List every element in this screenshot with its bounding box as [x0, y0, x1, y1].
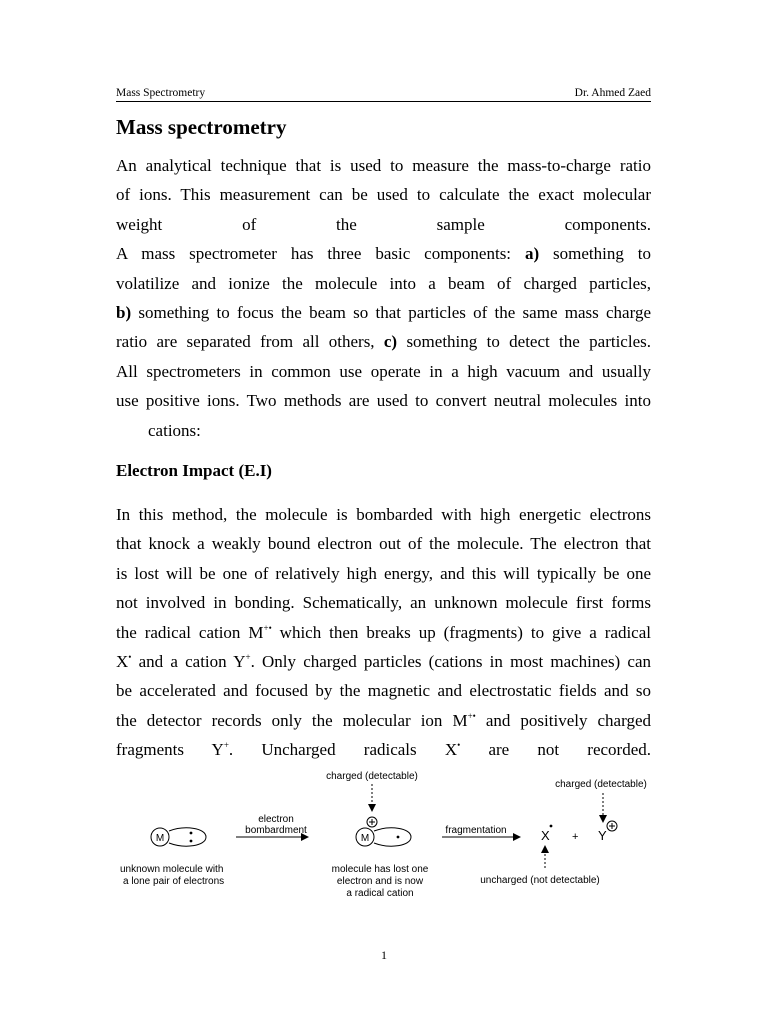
- radical-cation-label: M: [360, 833, 370, 844]
- text-line: the radical cation M+• which then breaks up (fragments) to give a radical: [116, 622, 651, 642]
- text-line: All spectrometers in common use operate in a high vacuum and usually: [116, 361, 651, 381]
- radical-fragment: X: [541, 828, 550, 843]
- intro-paragraph: [116, 151, 651, 445]
- text-line: weight of the sample components.: [116, 214, 651, 234]
- text-line: be accelerated and focused by the magnetic and electrostatic fields and so: [116, 681, 651, 701]
- bombardment-label: bombardment: [245, 825, 307, 836]
- cation-fragment: Y: [598, 828, 607, 843]
- text-line: not involved in bonding. Schematically, an unknown molecule first forms: [116, 593, 651, 613]
- text-line: use positive ions. Two methods are used to convert neutral molecules into: [116, 391, 651, 411]
- charged-detectable-label-2: charged (detectable): [555, 779, 647, 790]
- text-line: fragments Y+. Uncharged radicals X• are not recorded.: [116, 740, 652, 760]
- unknown-molecule-caption-2: a lone pair of electrons: [123, 876, 225, 887]
- section-title: Electron Impact (E.I): [116, 461, 272, 480]
- header-left: Mass Spectrometry: [116, 87, 206, 99]
- unknown-molecule-caption-1: unknown molecule with: [120, 864, 224, 875]
- text-line: A mass spectrometer has three basic components: a) something to: [116, 244, 651, 264]
- text-line: volatilize and ionize the molecule into a beam of charged particles,: [116, 273, 651, 293]
- text-line: of ions. This measurement can be used to calculate the exact molecular: [116, 185, 651, 205]
- text-line: the detector records only the molecular ion M+• and positively charged: [116, 710, 652, 730]
- text-line: cations:: [148, 420, 201, 440]
- text-line: b) something to focus the beam so that particles of the same mass charge: [116, 302, 651, 322]
- lost-electron-caption-2: electron and is now: [336, 876, 424, 887]
- charged-detectable-label-1: charged (detectable): [326, 771, 418, 782]
- radical-cation: [356, 817, 411, 846]
- fragmentation-label: fragmentation: [445, 825, 507, 836]
- lost-electron-caption-1: molecule has lost one: [331, 864, 429, 875]
- page-number: 1: [381, 948, 387, 962]
- page-title: Mass spectrometry: [116, 115, 287, 139]
- text-line: X• and a cation Y+. Only charged particles (cations in most machines) can: [116, 651, 652, 671]
- uncharged-label: uncharged (not detectable): [480, 875, 600, 886]
- header-right: Dr. Ahmed Zaed: [574, 87, 651, 99]
- neutral-molecule: [151, 828, 206, 846]
- fragmentation-diagram: [0, 760, 768, 920]
- text-line: ratio are separated from all others, c) something to detect the particles.: [116, 332, 651, 352]
- text-line: is lost will be one of relatively high energy, and this will typically be one: [116, 563, 651, 583]
- electron-label: electron: [258, 814, 294, 825]
- molecule-label: M: [155, 833, 165, 844]
- text-line: In this method, the molecule is bombarded with high energetic electrons: [116, 505, 651, 524]
- plus-sign: +: [572, 831, 579, 843]
- page-header: [116, 87, 651, 102]
- electron-impact-paragraph: [116, 500, 651, 765]
- text-line: that knock a weakly bound electron out of the molecule. The electron that: [116, 534, 651, 554]
- text-line: An analytical technique that is used to measure the mass-to-charge ratio: [116, 156, 651, 175]
- lost-electron-caption-3: a radical cation: [346, 888, 414, 899]
